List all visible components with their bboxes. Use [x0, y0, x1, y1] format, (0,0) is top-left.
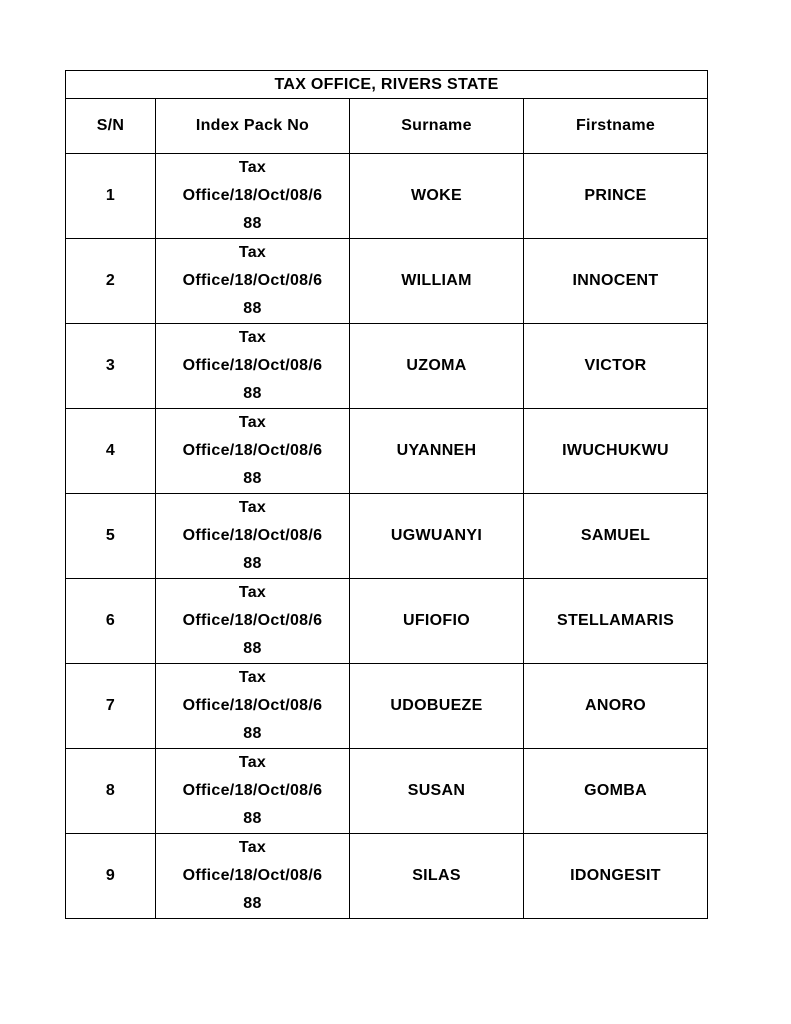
table-row — [66, 749, 708, 834]
cell-sn: 6 — [66, 579, 156, 664]
cell-index-pack-no — [156, 239, 350, 324]
header-surname: Surname — [350, 99, 524, 154]
cell-surname: UDOBUEZE — [350, 664, 524, 749]
cell-sn: 8 — [66, 749, 156, 834]
cell-surname: UYANNEH — [350, 409, 524, 494]
cell-index-pack-no — [156, 749, 350, 834]
cell-firstname: STELLAMARIS — [524, 579, 708, 664]
index-pack-line: Tax — [238, 244, 267, 261]
cell-surname: WOKE — [350, 154, 524, 239]
index-pack-line: 88 — [243, 810, 262, 827]
index-pack-line: Tax — [238, 414, 267, 431]
cell-firstname: INNOCENT — [524, 239, 708, 324]
header-firstname: Firstname — [524, 99, 708, 154]
table-row — [66, 834, 708, 919]
cell-sn: 9 — [66, 834, 156, 919]
cell-index-pack-no — [156, 494, 350, 579]
table-title-row — [66, 71, 708, 99]
index-pack-line: Tax — [238, 669, 267, 686]
cell-firstname: SAMUEL — [524, 494, 708, 579]
cell-firstname: IWUCHUKWU — [524, 409, 708, 494]
index-pack-line: Tax — [238, 839, 267, 856]
cell-surname: SILAS — [350, 834, 524, 919]
index-pack-line: Office/18/Oct/08/6 — [182, 187, 323, 204]
cell-surname: WILLIAM — [350, 239, 524, 324]
table-row — [66, 409, 708, 494]
table-row — [66, 579, 708, 664]
index-pack-line: 88 — [243, 300, 262, 317]
index-pack-line: 88 — [243, 725, 262, 742]
table-header-row — [66, 99, 708, 154]
cell-firstname: VICTOR — [524, 324, 708, 409]
cell-sn: 5 — [66, 494, 156, 579]
index-pack-line: Tax — [238, 584, 267, 601]
cell-sn: 2 — [66, 239, 156, 324]
index-pack-line: 88 — [243, 215, 262, 232]
cell-index-pack-no — [156, 324, 350, 409]
cell-surname: SUSAN — [350, 749, 524, 834]
index-pack-line: Tax — [238, 499, 267, 516]
index-pack-line: Office/18/Oct/08/6 — [182, 697, 323, 714]
cell-sn: 1 — [66, 154, 156, 239]
cell-index-pack-no — [156, 154, 350, 239]
cell-firstname: GOMBA — [524, 749, 708, 834]
header-sn: S/N — [66, 99, 156, 154]
cell-surname: UZOMA — [350, 324, 524, 409]
index-pack-line: 88 — [243, 555, 262, 572]
index-pack-line: Office/18/Oct/08/6 — [182, 612, 323, 629]
index-pack-line: 88 — [243, 385, 262, 402]
index-pack-line: Office/18/Oct/08/6 — [182, 527, 323, 544]
cell-index-pack-no — [156, 579, 350, 664]
table-row — [66, 494, 708, 579]
header-index-pack-no: Index Pack No — [156, 99, 350, 154]
index-pack-line: Office/18/Oct/08/6 — [182, 782, 323, 799]
cell-sn: 3 — [66, 324, 156, 409]
index-pack-line: Tax — [238, 159, 267, 176]
table-body — [66, 71, 708, 919]
index-pack-line: Office/18/Oct/08/6 — [182, 442, 323, 459]
cell-surname: UGWUANYI — [350, 494, 524, 579]
index-pack-line: 88 — [243, 470, 262, 487]
index-pack-line: 88 — [243, 895, 262, 912]
cell-index-pack-no — [156, 664, 350, 749]
index-pack-line: Tax — [238, 754, 267, 771]
tax-office-table — [65, 70, 708, 919]
table-title: TAX OFFICE, RIVERS STATE — [66, 71, 708, 99]
index-pack-line: Office/18/Oct/08/6 — [182, 357, 323, 374]
index-pack-line: 88 — [243, 640, 262, 657]
table-row — [66, 154, 708, 239]
index-pack-line: Tax — [238, 329, 267, 346]
table-row — [66, 324, 708, 409]
cell-surname: UFIOFIO — [350, 579, 524, 664]
cell-firstname: PRINCE — [524, 154, 708, 239]
cell-sn: 4 — [66, 409, 156, 494]
cell-sn: 7 — [66, 664, 156, 749]
table-row — [66, 664, 708, 749]
index-pack-line: Office/18/Oct/08/6 — [182, 867, 323, 884]
table-row — [66, 239, 708, 324]
cell-firstname: IDONGESIT — [524, 834, 708, 919]
cell-firstname: ANORO — [524, 664, 708, 749]
index-pack-line: Office/18/Oct/08/6 — [182, 272, 323, 289]
cell-index-pack-no — [156, 834, 350, 919]
cell-index-pack-no — [156, 409, 350, 494]
